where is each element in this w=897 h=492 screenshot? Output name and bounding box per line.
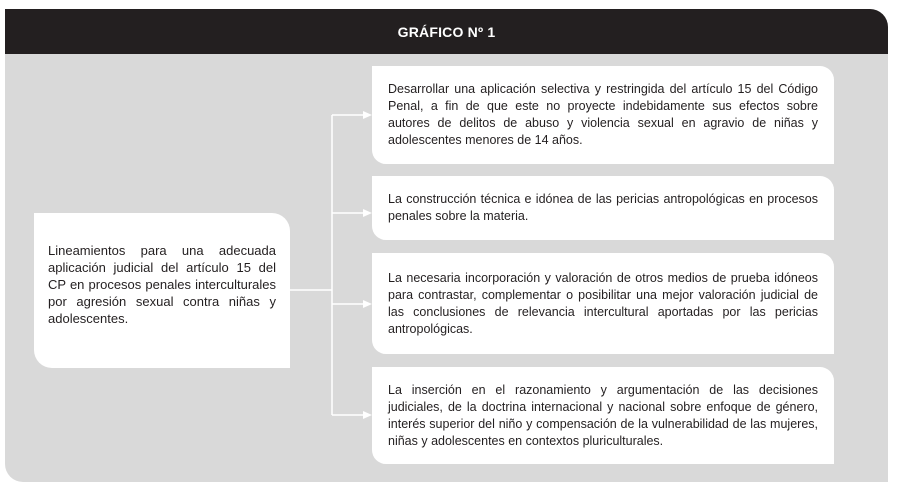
arrow-2 — [363, 209, 372, 217]
arrow-4 — [363, 411, 372, 419]
diagram-panel — [5, 9, 888, 482]
main-concept-text: Lineamientos para una adecuada aplicación judicial del artículo 15 del CP en procesos penales interculturales por agresión sexual contra niñas y adolescentes. — [48, 243, 276, 326]
guideline-text-1: Desarrollar una aplicación selectiva y restringida del artículo 15 del Código Penal, a fin de que este no proyecte indebidamente sus efectos sobre autores de delitos de abuso y violencia sexual en agravio de niñas y adolescentes menores de 14 años. — [388, 82, 818, 147]
guideline-box-4 — [372, 367, 834, 464]
arrow-1 — [363, 111, 372, 119]
guideline-box-2 — [372, 176, 834, 240]
arrow-3 — [363, 300, 372, 308]
guideline-box-1 — [372, 66, 834, 164]
main-concept-box — [34, 213, 290, 368]
guideline-text-2: La construcción técnica e idónea de las pericias antropológicas en procesos penales sobre la materia. — [388, 192, 818, 223]
guideline-text-4: La inserción en el razonamiento y argumentación de las decisiones judiciales, de la doctrina internacional y nacional sobre enfoque de género, interés superior del niño y compensación de la vulnerabilidad de las mujeres, niñas y adolescentes en contextos pluriculturales. — [388, 382, 818, 448]
guideline-text-3: La necesaria incorporación y valoración de otros medios de prueba idóneos para contrastar, complementar o posibilitar una mejor valoración judicial de las conclusiones de relevancia intercultural aportadas por las pericias antropológicas. — [388, 270, 818, 336]
diagram-title: GRÁFICO Nº 1 — [5, 9, 888, 54]
guideline-box-3 — [372, 253, 834, 354]
